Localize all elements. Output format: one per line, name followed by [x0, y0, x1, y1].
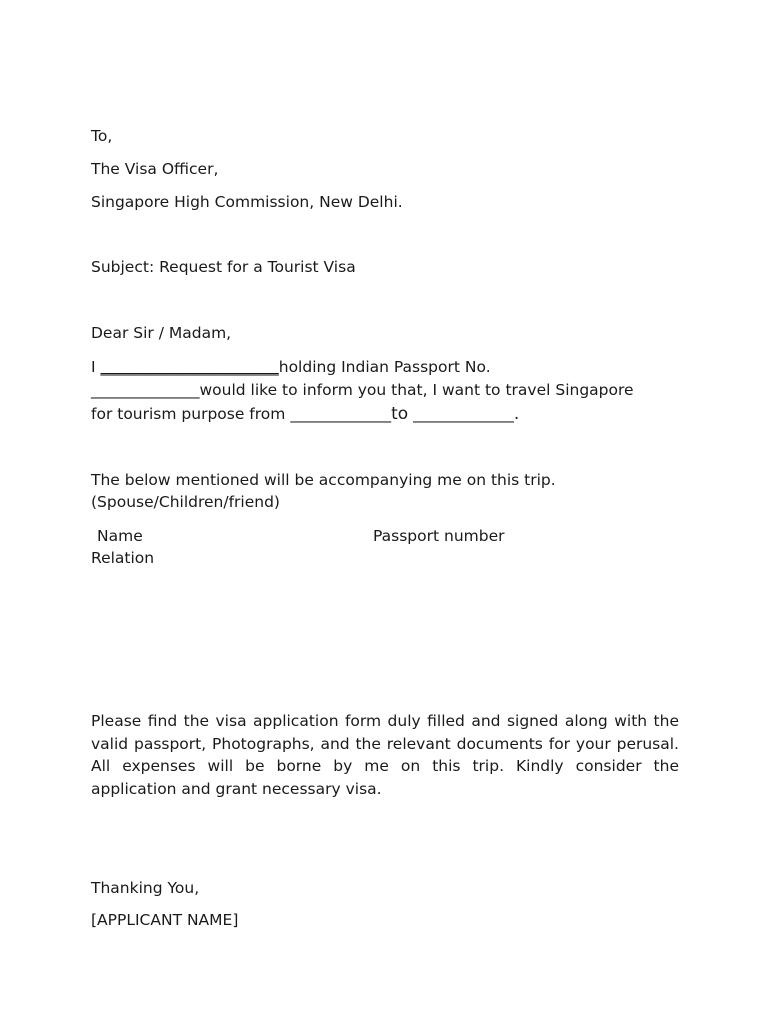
closing-paragraph: Please find the visa application form duly filled and signed along with the valid passport, Photographs, and the relevant documents for your perusal. All expenses will be borne by me on this trip. Kindly consider the application and grant necessary visa. [91, 712, 679, 798]
companions-line-2: (Spouse/Children/friend) [91, 493, 280, 511]
intro-holding: holding Indian Passport No. [278, 358, 491, 376]
recipient-office: Singapore High Commission, New Delhi. [91, 193, 403, 211]
recipient-title: The Visa Officer, [91, 160, 219, 178]
intro-period: . [513, 404, 520, 424]
name-blank: _______________________ [100, 358, 279, 376]
to-date-blank: _____________ [408, 405, 514, 423]
table-header-passport: Passport number [373, 527, 505, 545]
table-header-name: Name [97, 527, 143, 545]
intro-line-2 [91, 379, 634, 401]
passport-blank: ______________ [91, 381, 200, 399]
intro-i: I [91, 358, 101, 376]
to-word: to [391, 404, 409, 424]
thanks-line: Thanking You, [91, 879, 200, 897]
intro-line-1 [91, 356, 491, 378]
applicant-name: [APPLICANT NAME] [91, 911, 239, 929]
intro-travel: would like to inform you that, I want to travel Singapore [199, 381, 634, 399]
intro-tourism: for tourism purpose from [91, 405, 291, 423]
intro-line-3 [91, 403, 519, 425]
from-date-blank: _____________ [290, 405, 392, 423]
companions-line-1: The below mentioned will be accompanying me on this trip. [91, 471, 556, 489]
salutation: Dear Sir / Madam, [91, 324, 232, 342]
address-to: To, [91, 127, 113, 145]
table-header-relation: Relation [91, 549, 155, 567]
subject-line: Subject: Request for a Tourist Visa [91, 258, 356, 276]
